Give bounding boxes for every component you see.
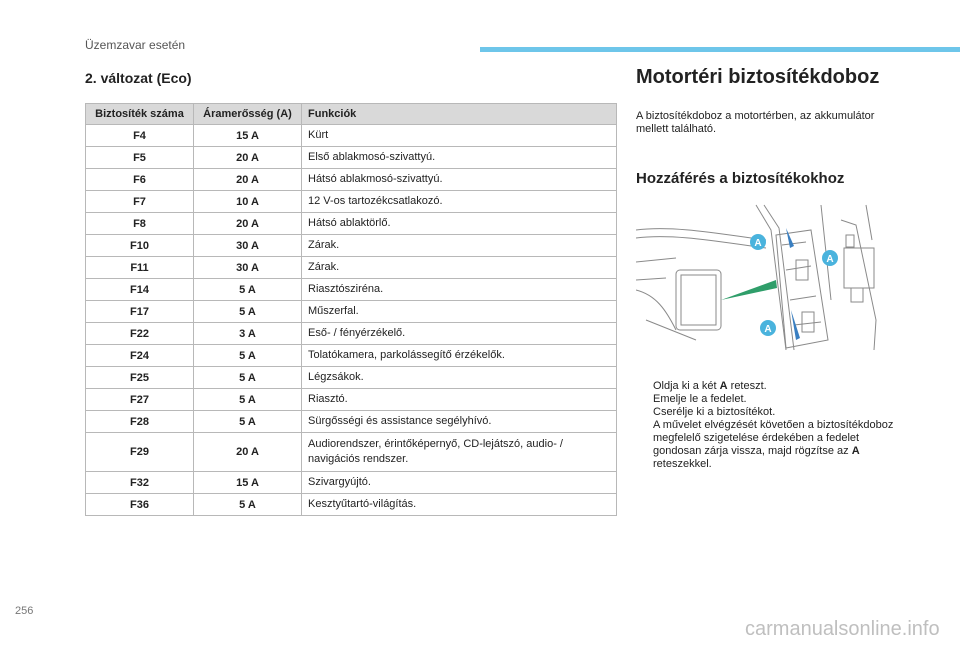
table-row	[86, 213, 617, 235]
fuse-function: Hátsó ablakmosó-szivattyú.	[302, 169, 617, 191]
page-title: Motortéri biztosítékdoboz	[636, 66, 880, 88]
table-row	[86, 235, 617, 257]
fuse-amperage: 20 A	[194, 169, 302, 191]
page-number: 256	[15, 605, 34, 617]
header-fuse-number: Biztosíték száma	[86, 104, 194, 125]
table-row	[86, 472, 617, 494]
fuse-amperage: 5 A	[194, 494, 302, 516]
table-row	[86, 279, 617, 301]
fuse-function: Hátsó ablaktörlő.	[302, 213, 617, 235]
table-row	[86, 345, 617, 367]
step-text: Cserélje ki a biztosítékot.	[653, 406, 776, 418]
chapter-title: Üzemzavar esetén	[85, 38, 186, 52]
fuse-function: Tolatókamera, parkolássegítő érzékelők.	[302, 345, 617, 367]
list-item	[636, 380, 906, 393]
list-item	[636, 419, 906, 471]
fuse-amperage: 5 A	[194, 389, 302, 411]
subsection-title: Hozzáférés a biztosítékokhoz	[636, 170, 845, 187]
fuse-amperage: 20 A	[194, 147, 302, 169]
table-row	[86, 191, 617, 213]
fuse-function: Eső- / fényérzékelő.	[302, 323, 617, 345]
instruction-list	[636, 380, 906, 471]
fuse-amperage: 5 A	[194, 279, 302, 301]
fuse-amperage: 20 A	[194, 213, 302, 235]
fuse-amperage: 3 A	[194, 323, 302, 345]
watermark: carmanualsonline.info	[745, 618, 940, 640]
latch-label-a-1-text: A	[754, 238, 762, 249]
fuse-amperage: 30 A	[194, 257, 302, 279]
table-row	[86, 411, 617, 433]
fuse-function: Audiorendszer, érintőképernyő, CD-lejátszó, audio- / navigációs rendszer.	[302, 433, 617, 472]
fuse-box-illustration	[636, 200, 884, 350]
step-text: reteszt.	[727, 380, 767, 392]
header-accent-bar	[480, 47, 960, 52]
list-item	[636, 406, 906, 419]
step-bold: A	[719, 380, 728, 392]
latch-label-a-3-text: A	[764, 324, 772, 335]
list-item	[636, 393, 906, 406]
fuse-number: F27	[86, 389, 194, 411]
fuse-amperage: 30 A	[194, 235, 302, 257]
fuse-amperage: 10 A	[194, 191, 302, 213]
table-row	[86, 147, 617, 169]
step-bold: A	[851, 445, 860, 457]
fuse-number: F5	[86, 147, 194, 169]
fuse-function: 12 V-os tartozékcsatlakozó.	[302, 191, 617, 213]
table-row	[86, 301, 617, 323]
fuse-number: F4	[86, 125, 194, 147]
table-row	[86, 125, 617, 147]
fuse-number: F6	[86, 169, 194, 191]
fuse-amperage: 15 A	[194, 125, 302, 147]
fuse-amperage: 5 A	[194, 345, 302, 367]
fuse-function: Zárak.	[302, 235, 617, 257]
fuse-function: Első ablakmosó-szivattyú.	[302, 147, 617, 169]
fuse-amperage: 15 A	[194, 472, 302, 494]
table-row	[86, 367, 617, 389]
fuse-function: Riasztósziréna.	[302, 279, 617, 301]
fuse-number: F25	[86, 367, 194, 389]
fuse-function: Sürgősségi és assistance segélyhívó.	[302, 411, 617, 433]
step-text: A művelet elvégzését követően a biztosítékdoboz megfelelő szigetelése érdekében a fedelet gondosan zárja vissza, majd rögzítse az	[653, 419, 894, 457]
table-row	[86, 389, 617, 411]
fuse-function: Kürt	[302, 125, 617, 147]
intro-text: A biztosítékdoboz a motortérben, az akkumulátor mellett található.	[636, 110, 875, 135]
table-row	[86, 323, 617, 345]
table-header-row	[86, 104, 617, 125]
section-title: 2. változat (Eco)	[85, 70, 192, 86]
fuse-number: F36	[86, 494, 194, 516]
fuse-function: Zárak.	[302, 257, 617, 279]
fuse-amperage: 20 A	[194, 433, 302, 472]
fuse-number: F17	[86, 301, 194, 323]
fuse-function: Műszerfal.	[302, 301, 617, 323]
fuse-amperage: 5 A	[194, 301, 302, 323]
fuse-number: F24	[86, 345, 194, 367]
fuse-number: F7	[86, 191, 194, 213]
fuse-amperage: 5 A	[194, 367, 302, 389]
table-row	[86, 433, 617, 472]
step-text: reteszekkel.	[653, 458, 712, 470]
fuse-table	[85, 103, 617, 516]
fuse-function: Kesztyűtartó-világítás.	[302, 494, 617, 516]
table-row	[86, 257, 617, 279]
fuse-number: F10	[86, 235, 194, 257]
header-functions: Funkciók	[302, 104, 617, 125]
fuse-number: F32	[86, 472, 194, 494]
fuse-function: Szivargyújtó.	[302, 472, 617, 494]
header-amperage: Áramerősség (A)	[194, 104, 302, 125]
latch-label-a-2-text: A	[826, 254, 834, 265]
fuse-number: F11	[86, 257, 194, 279]
fuse-function: Légzsákok.	[302, 367, 617, 389]
fuse-number: F14	[86, 279, 194, 301]
step-text: Emelje le a fedelet.	[653, 393, 747, 405]
step-text: Oldja ki a két	[653, 380, 720, 392]
fuse-number: F22	[86, 323, 194, 345]
fuse-number: F28	[86, 411, 194, 433]
fuse-amperage: 5 A	[194, 411, 302, 433]
table-row	[86, 494, 617, 516]
fuse-number: F8	[86, 213, 194, 235]
fuse-function: Riasztó.	[302, 389, 617, 411]
fuse-number: F29	[86, 433, 194, 472]
table-row	[86, 169, 617, 191]
